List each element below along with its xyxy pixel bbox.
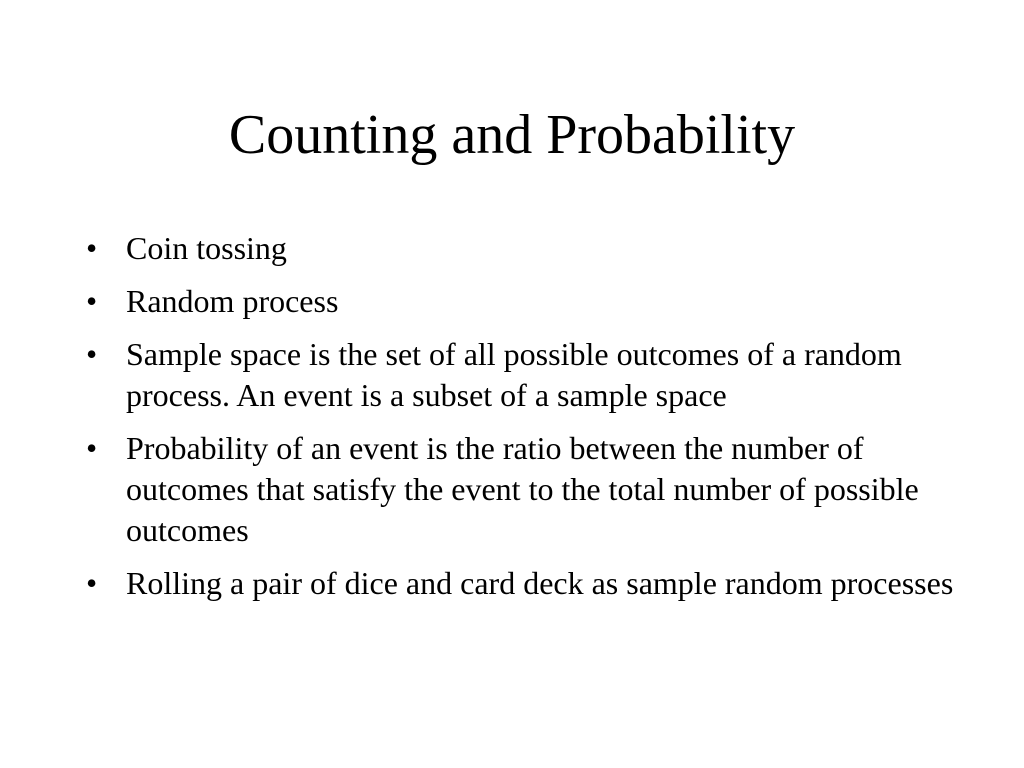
bullet-item-sample-space: • Sample space is the set of all possible outcomes of a random process. An event is a subset of a sample space: [80, 334, 960, 416]
bullet-item-dice-and-cards: • Rolling a pair of dice and card deck as sample random processes: [80, 563, 960, 604]
bullet-item-probability-definition: • Probability of an event is the ratio between the number of outcomes that satisfy the event to the total number of possible outcomes: [80, 428, 960, 551]
slide-title: Counting and Probability: [228, 104, 796, 166]
bullet-list: [80, 228, 960, 616]
bullet-item-coin-tossing: • Coin tossing: [80, 228, 960, 269]
bullet-item-random-process: • Random process: [80, 281, 960, 322]
